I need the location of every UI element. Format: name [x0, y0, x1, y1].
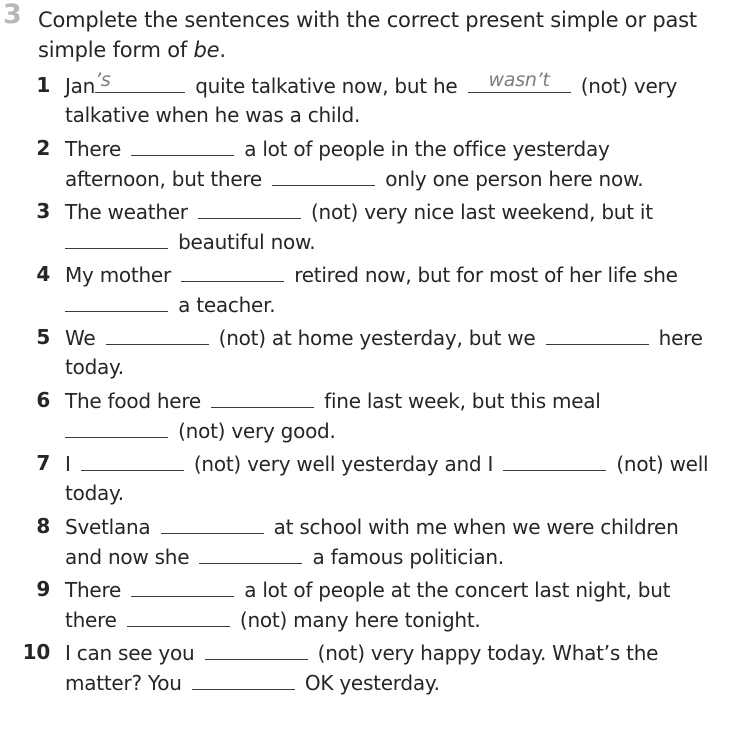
answer-blank[interactable] — [65, 226, 168, 249]
text-segment: My mother — [65, 263, 171, 287]
item-number: 1 — [36, 73, 50, 97]
text-segment: there — [65, 608, 117, 632]
answer-blank[interactable] — [546, 322, 649, 345]
answer-blank[interactable] — [106, 322, 209, 345]
item-line-1 — [65, 259, 678, 290]
answer-blank[interactable] — [468, 70, 571, 93]
answer-blank[interactable] — [95, 70, 185, 93]
answer-blank[interactable] — [131, 133, 234, 156]
text-segment: a famous politician. — [312, 545, 504, 569]
answer-blank[interactable] — [272, 163, 375, 186]
item-number: 9 — [36, 577, 50, 601]
text-segment: and now she — [65, 545, 190, 569]
answer-blank[interactable] — [81, 448, 184, 471]
item-number: 4 — [36, 262, 50, 286]
text-segment: (not) very happy today. What’s the — [317, 641, 659, 665]
text-segment: I can see you — [65, 641, 195, 665]
text-segment: I — [65, 452, 71, 476]
answer-blank[interactable] — [192, 667, 295, 690]
text-segment: a lot of people in the office yesterday — [244, 137, 610, 161]
text-segment: today. — [65, 481, 124, 505]
text-segment: quite talkative now, but he — [195, 74, 458, 98]
text-segment: (not) very nice last weekend, but it — [311, 200, 653, 224]
text-segment: today. — [65, 355, 124, 379]
item-number: 5 — [36, 325, 50, 349]
text-segment: afternoon, but there — [65, 167, 262, 191]
item-line-1 — [65, 385, 601, 416]
item-line-2 — [65, 352, 124, 382]
exercise-instruction — [38, 5, 728, 65]
item-number: 8 — [36, 514, 50, 538]
text-segment: There — [65, 578, 122, 602]
item-line-1 — [65, 574, 670, 605]
text-segment: matter? You — [65, 671, 182, 695]
instruction-end: . — [219, 38, 226, 62]
text-segment: talkative when he was a child. — [65, 103, 361, 127]
text-segment: (not) at home yesterday, but we — [218, 326, 536, 350]
answer-blank[interactable] — [131, 574, 234, 597]
item-line-2 — [65, 226, 315, 257]
item-line-2 — [65, 667, 440, 698]
text-segment: The weather — [65, 200, 188, 224]
exercise-number: 3 — [3, 0, 22, 30]
answer-blank[interactable] — [211, 385, 314, 408]
text-segment: (not) very — [580, 74, 678, 98]
item-line-1 — [65, 511, 679, 542]
item-line-1 — [65, 196, 653, 227]
answer-blank[interactable] — [127, 604, 230, 627]
answer-blank[interactable] — [205, 637, 308, 660]
example-answer: wasn’t — [488, 69, 550, 91]
text-segment: (not) many here tonight. — [239, 608, 481, 632]
answer-blank[interactable] — [199, 541, 302, 564]
instruction-text: Complete the sentences with the correct present simple or past simple form of — [38, 8, 697, 62]
text-segment: a lot of people at the concert last night, but — [244, 578, 671, 602]
answer-blank[interactable] — [181, 259, 284, 282]
answer-blank[interactable] — [65, 415, 168, 438]
item-line-2 — [65, 541, 504, 572]
item-number: 7 — [36, 451, 50, 475]
text-segment: fine last week, but this meal — [324, 389, 601, 413]
answer-blank[interactable] — [503, 448, 606, 471]
text-segment: OK yesterday. — [304, 671, 440, 695]
text-segment: a teacher. — [178, 293, 276, 317]
item-number: 6 — [36, 388, 50, 412]
example-answer: ’s — [95, 69, 111, 91]
item-number: 2 — [36, 136, 50, 160]
text-segment: (not) very well yesterday and I — [193, 452, 494, 476]
text-segment: retired now, but for most of her life she — [294, 263, 678, 287]
answer-blank[interactable] — [65, 289, 168, 312]
item-line-2 — [65, 289, 275, 320]
item-number: 3 — [36, 199, 50, 223]
item-line-1 — [65, 133, 610, 164]
item-line-1 — [65, 637, 658, 668]
item-line-2 — [65, 415, 336, 446]
text-segment: Jan — [65, 74, 96, 98]
item-line-2 — [65, 478, 124, 508]
text-segment: The food here — [65, 389, 201, 413]
text-segment: Svetlana — [65, 515, 151, 539]
item-line-2 — [65, 100, 360, 130]
item-line-1 — [65, 448, 708, 479]
text-segment: here — [658, 326, 703, 350]
item-line-2 — [65, 163, 643, 194]
text-segment: beautiful now. — [178, 230, 316, 254]
text-segment: only one person here now. — [385, 167, 644, 191]
answer-blank[interactable] — [161, 511, 264, 534]
answer-blank[interactable] — [198, 196, 301, 219]
instruction-italic-word: be — [193, 38, 220, 62]
item-number: 10 — [22, 640, 50, 664]
text-segment: at school with me when we were children — [273, 515, 679, 539]
item-line-1 — [65, 70, 677, 101]
text-segment: There — [65, 137, 122, 161]
item-line-1 — [65, 322, 703, 353]
text-segment: (not) very good. — [178, 419, 336, 443]
text-segment: We — [65, 326, 96, 350]
text-segment: (not) well — [616, 452, 709, 476]
item-line-2 — [65, 604, 481, 635]
